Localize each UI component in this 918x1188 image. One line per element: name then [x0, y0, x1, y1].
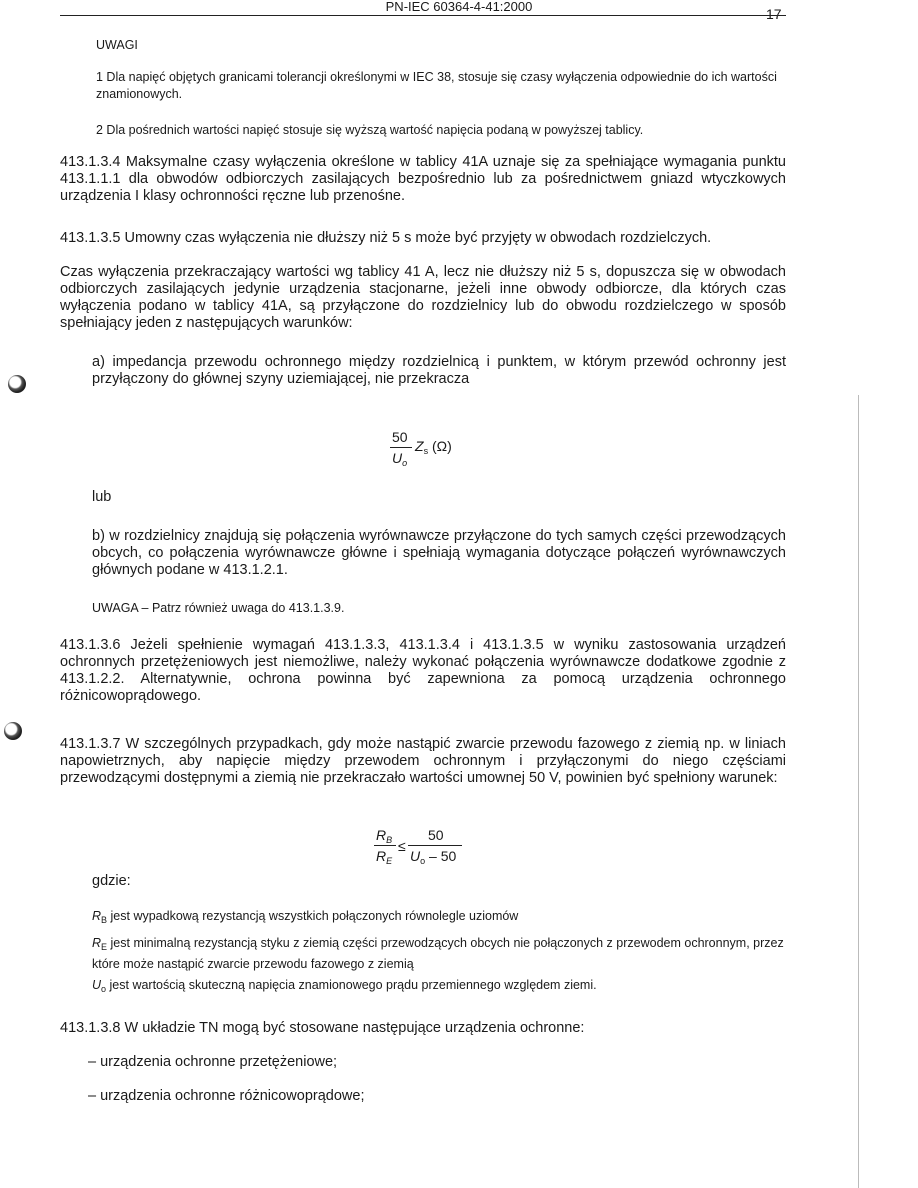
punch-hole-icon	[4, 722, 22, 740]
uwaga-note: UWAGA – Patrz również uwaga do 413.1.3.9.	[92, 601, 345, 615]
definition-uo: $U_o$ jest wartością skuteczną napięcia znamionowego prądu przemiennego względem ziemi.	[92, 978, 597, 994]
section-413-1-3-8: 413.1.3.8 W układzie TN mogą być stosowane następujące urządzenia ochronne:	[60, 1020, 585, 1036]
device-item-residual-current: – urządzenia ochronne różnicowoprądowe;	[88, 1088, 365, 1104]
formula1-denominator: $U_o$	[392, 450, 408, 468]
formula2-lhs-denominator: $R_E$	[376, 848, 393, 866]
section-413-1-3-6: 413.1.3.6 Jeżeli spełnienie wymagań 413.1.3.3, 413.1.3.4 i 413.1.3.5 w wyniku zastosowania urządzeń ochronnych przetężeniowych jest niemożliwe, należy wykonać połączenia wyrównawcze dodatkowe zgodnie z 413.1.2.2. Alternatywnie, ochrona powinna być zapewniona za pomocą urządzenia ochronnego różnicowoprądowego.	[60, 637, 786, 704]
gdzie-text: gdzie:	[92, 873, 131, 889]
note-2: 2 Dla pośrednich wartości napięć stosuje się wyższą wartość napięcia podaną w powyższej tablicy.	[96, 123, 644, 137]
section-413-1-3-4: 413.1.3.4 Maksymalne czasy wyłączenia określone w tablicy 41A uznaje się za spełniające wymagania punktu 413.1.1.1 dla obwodów odbiorczych zasilających bezpośrednio lub za pośrednictwem gniazd wtyczkowych urządzenia I klasy ochronności ręczne lub przenośne.	[60, 154, 786, 204]
definition-re: $R_E$ jest minimalną rezystancją styku z ziemią części przewodzących obcych nie połączonych z przewodem ochronnym, przez które może nastąpić zwarcie przewodu fazowego z ziemią	[92, 936, 784, 971]
formula2-rhs-denominator: $U_o - 50$	[410, 848, 457, 866]
condition-a: a) impedancja przewodu ochronnego między rozdzielnicą i punktem, w którym przewód ochronny jest przyłączony do głównej szyny uziemiającej, nie przekracza	[92, 354, 786, 387]
formula1-numerator: 50	[392, 429, 408, 445]
formula2-operator: ≤	[398, 838, 406, 854]
scan-edge-line	[858, 395, 859, 1188]
header-rule	[60, 15, 786, 16]
notes-heading: UWAGI	[96, 38, 138, 52]
formula2-lhs-bar	[374, 845, 396, 846]
page-number: 17	[766, 6, 782, 22]
section-413-1-3-7: 413.1.3.7 W szczególnych przypadkach, gdy może nastąpić zwarcie przewodu fazowego z ziemią np. w liniach napowietrznych, aby napięcie między przewodem ochronnym i przyłączonymi do niego częściami przewodzącymi dostępnymi a ziemią nie przekraczało wartości umownej 50 V, powinien być spełniony warunek:	[60, 736, 786, 786]
formula2-rhs-numerator: 50	[428, 827, 444, 843]
formula1-fraction-bar	[390, 447, 412, 448]
section-413-1-3-5-paragraph: Czas wyłączenia przekraczający wartości wg tablicy 41 A, lecz nie dłuższy niż 5 s, dopuszcza się w obwodach odbiorczych zasilających jedynie urządzenia stacjonarne, jeżeli inne obwody odbiorcze, dla których czas wyłączenia podano w tablicy 41A, są przyłączone do rozdzielnicy lub do obwodu rozdzielczego w sposób spełniający jeden z następujących warunków:	[60, 264, 786, 331]
formula1-rhs: $Z_s$ (Ω)	[415, 438, 452, 456]
formula2-lhs-numerator: $R_B$	[376, 827, 393, 845]
lub-text: lub	[92, 489, 112, 505]
section-413-1-3-5: 413.1.3.5 Umowny czas wyłączenia nie dłuższy niż 5 s może być przyjęty w obwodach rozdzielczych.	[60, 230, 712, 246]
condition-b: b) w rozdzielnicy znajdują się połączenia wyrównawcze przyłączone do tych samych części przewodzących obcych, co połączenia wyrównawcze główne i spełniają wymagania dotyczące połączeń wyrównawczych głównych podane w 413.1.2.1.	[92, 528, 786, 578]
punch-hole-icon	[8, 375, 26, 393]
definition-rb: $R_B$ jest wypadkową rezystancją wszystkich połączonych równolegle uziomów	[92, 909, 519, 925]
note-1: 1 Dla napięć objętych granicami tolerancji określonymi w IEC 38, stosuje się czasy wyłączenia odpowiednie do ich wartości znamionowych.	[96, 70, 777, 101]
formula2-rhs-bar	[408, 845, 462, 846]
standard-title: PN-IEC 60364-4-41:2000	[385, 0, 533, 14]
device-item-overcurrent: – urządzenia ochronne przetężeniowe;	[88, 1054, 338, 1070]
